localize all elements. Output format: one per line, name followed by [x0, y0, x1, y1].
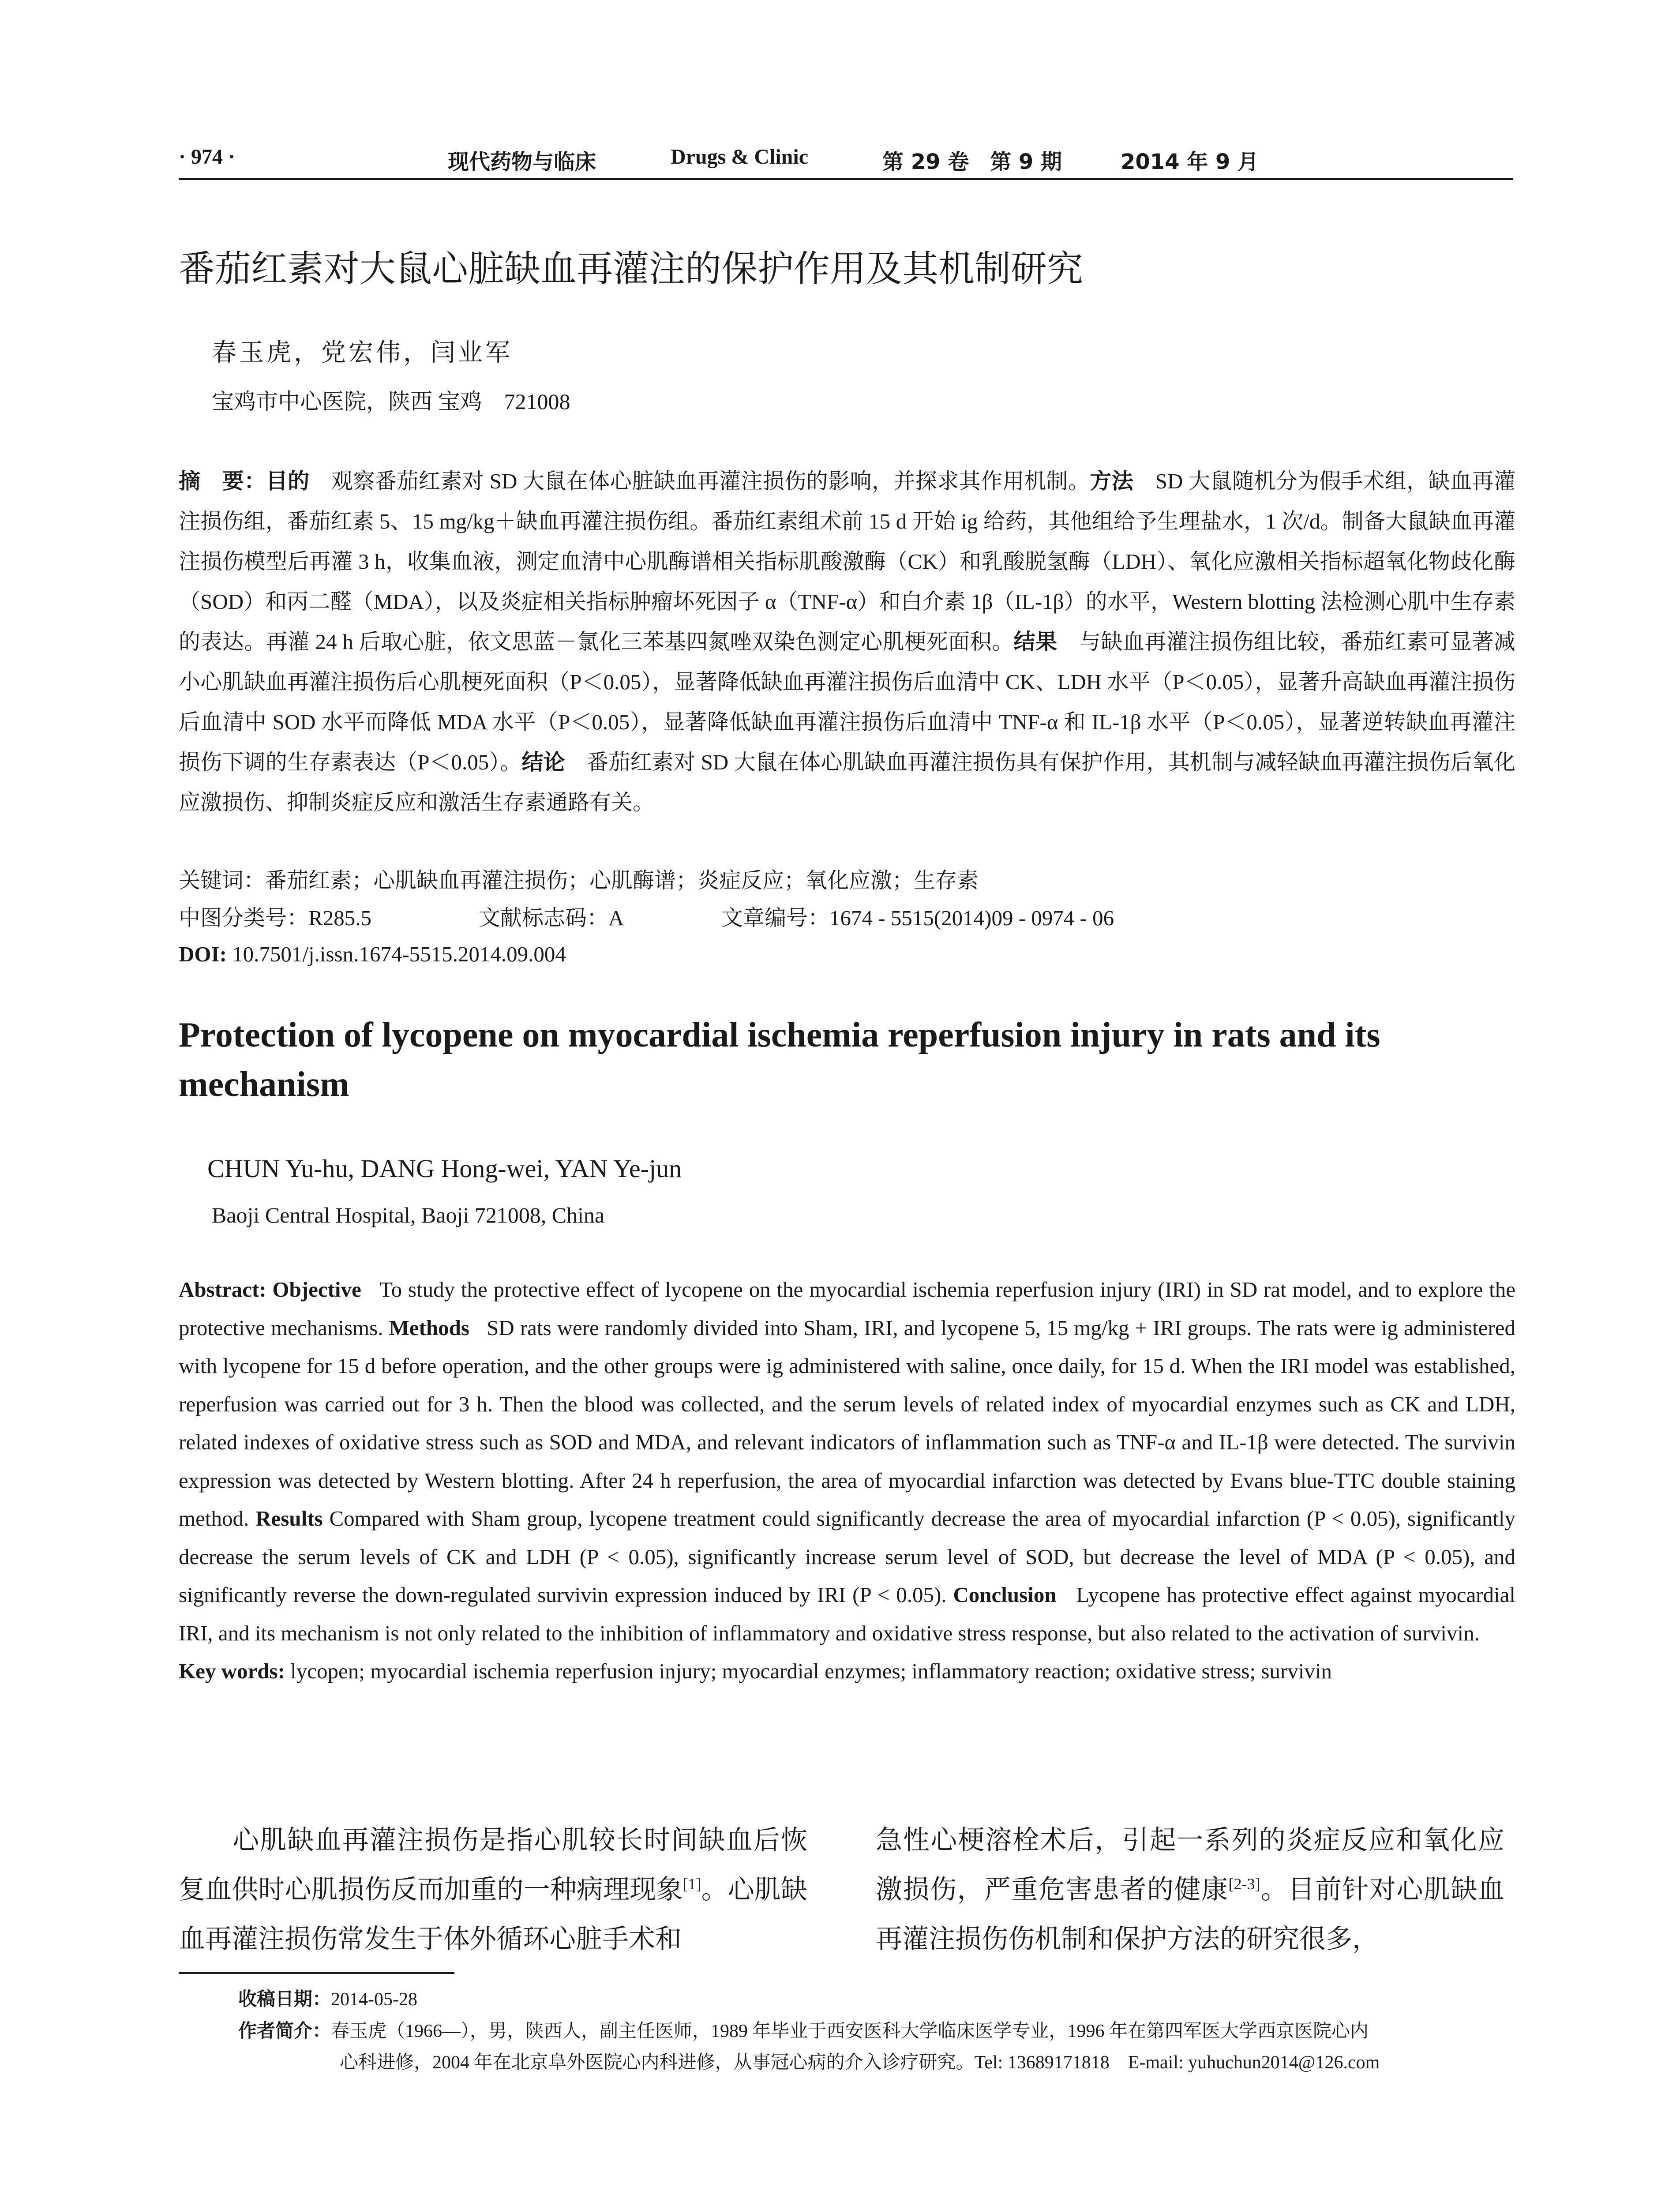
affiliation-cn: 宝鸡市中心医院，陕西 宝鸡 721008 — [212, 389, 570, 414]
results-text-en: Compared with Sham group, lycopene treatment could significantly decrease the area of myocardial infarction (P < 0.05), significantly decrease the serum levels of CK and LDH (P < 0.05), significantly increase serum level of SOD, but decrease the level of MDA (P < 0.05), and significantly reverse the down-regulated survivin expression induced by IRI (P < 0.05). — [179, 1506, 1516, 1607]
conclusion-text-en: Lycopene has protective effect against myocardial IRI, and its mechanism is not only related to the inhibition of inflammatory and oxidative stress response, but also related to the activation of survivin. — [179, 1583, 1516, 1645]
footnote-author-cont — [340, 2047, 1518, 2078]
abstract-label-cn: 摘 要： — [179, 469, 266, 494]
journal-name-en: Drugs & Clinic — [671, 145, 808, 169]
results-label-cn: 结果 — [1013, 629, 1058, 654]
doc-code-label: 文献标志码： — [479, 905, 609, 930]
doi-value: 10.7501/j.issn.1674-5515.2014.09.004 — [232, 942, 566, 966]
running-header — [179, 140, 1513, 176]
abstract-label-en: Abstract: Objective — [179, 1277, 361, 1302]
author-bio-line2: 心科进修，2004 年在北京阜外医院心内科进修，从事冠心病的介入诊疗研究。Tel: 13689171818 E-mail: yuhuchun2014@126.com — [340, 2052, 1380, 2073]
author-bio-line1: 春玉虎（1966—），男，陕西人，副主任医师，1989 年毕业于西安医科大学临床医学专业，1996 年在第四军医大学西京医院心内 — [331, 2021, 1369, 2041]
citation-ref: [1] — [682, 1875, 701, 1893]
abstract-cn — [179, 461, 1515, 822]
abstract-en — [179, 1271, 1515, 1691]
conclusion-text-cn: 番茄红素对 SD 大鼠在体心肌缺血再灌注损伤具有保护作用，其机制与减轻缺血再灌注损伤后氧化应激损伤、抑制炎症反应和激活生存素通路有关。 — [179, 750, 1515, 814]
methods-text-en: SD rats were randomly divided into Sham, IRI, and lycopene 5, 15 mg/kg + IRI groups. The rats were ig administered with lycopene for 15 d before operation, and the other groups were ig administered with saline, once daily, for 15 d. When the IRI model was established, reperfusion was carried out for 3 h. Then the blood was collected, and the serum levels of related index of myocardial enzymes such as CK and LDH, related indexes of oxidative stress such as SOD and MDA, and relevant indicators of inflammation such as TNF-α and IL-1β were detected. The survivin expression was detected by Western blotting. After 24 h reperfusion, the area of myocardial infarction was detected by Evans blue-TTC double staining method. — [179, 1315, 1516, 1531]
footnote-rule — [179, 1972, 454, 1974]
keywords-text-cn: 番茄红素；心肌缺血再灌注损伤；心肌酶谱；炎症反应；氧化应激；生存素 — [265, 868, 979, 893]
conclusion-label-cn: 结论 — [521, 750, 565, 775]
header-rule — [179, 178, 1513, 180]
body-left-text: 心肌缺血再灌注损伤是指心肌较长时间缺血后恢复血供时心肌损伤反而加重的一种病理现象 — [179, 1826, 807, 1904]
footnote-author — [238, 2015, 1518, 2047]
journal-name-cn: 现代药物与临床 — [448, 150, 596, 174]
received-date: 2014-05-28 — [331, 1989, 417, 2010]
objective-text-en: To study the protective effect of lycopene on the myocardial ischemia reperfusion injury (IRI) in SD rat model, and to explore the protective mechanisms. — [179, 1277, 1516, 1340]
conclusion-label-en: Conclusion — [953, 1583, 1057, 1607]
body-left-tail: 。心肌缺血再灌注损伤常发生于体外循环心脏手术和 — [179, 1875, 808, 1954]
page-title-en: Protection of lycopene on myocardial ischemia reperfusion injury in rats and its mechanism — [179, 1016, 1380, 1104]
authors-en: CHUN Yu-hu, DANG Hong-wei, YAN Ye-jun — [207, 1154, 682, 1183]
page-title-cn: 番茄红素对大鼠心脏缺血再灌注的保护作用及其机制研究 — [179, 248, 1084, 290]
methods-label-en: Methods — [389, 1315, 469, 1340]
footnote-received — [238, 1983, 1518, 2015]
keywords-cn — [179, 863, 1515, 899]
journal-date: 2014 年 9 月 — [1121, 150, 1259, 174]
clc-value: R285.5 — [308, 906, 371, 930]
citation-ref: [2-3] — [1228, 1875, 1260, 1893]
keywords-label-en: Key words: — [179, 1659, 285, 1683]
page-number: · 974 · — [179, 145, 236, 169]
clc-label: 中图分类号： — [179, 905, 309, 930]
article-no-label: 文章编号： — [721, 905, 830, 930]
doi-label: DOI: — [179, 942, 227, 966]
keywords-text-en: lycopen; myocardial ischemia reperfusion injury; myocardial enzymes; inflammatory reaction; oxidative stress; survivin — [290, 1659, 1332, 1683]
doc-code-value: A — [608, 906, 624, 930]
body-column-left — [179, 1816, 807, 1964]
methods-label-cn: 方法 — [1090, 469, 1134, 494]
methods-text-cn: SD 大鼠随机分为假手术组，缺血再灌注损伤组，番茄红素 5、15 mg/kg＋缺血再灌注损伤组。番茄红素组术前 15 d 开始 ig 给药，其他组给予生理盐水，1 次/d。制备大鼠缺血再灌注损伤模型后再灌 3 h，收集血液，测定血清中心肌酶谱相关指标肌酸激酶（CK）和乳酸脱氢酶（LDH）、氧化应激相关指标超氧化物歧化酶（SOD）和丙二醛（MDA），以及炎症相关指标肿瘤坏死因子 α（TNF-α）和白介素 1β（IL-1β）的水平，Western blotting 法检测心肌中生存素的表达。再灌 24 h 后取心脏，依文思蓝－氯化三苯基四氮唑双染色测定心肌梗死面积。 — [179, 469, 1515, 654]
received-label: 收稿日期： — [238, 1988, 331, 2010]
results-text-cn: 与缺血再灌注损伤组比较，番茄红素可显著减小心肌缺血再灌注损伤后心肌梗死面积（P＜0.05），显著降低缺血再灌注损伤后血清中 CK、LDH 水平（P＜0.05），显著升高缺血再灌注损伤后血清中 SOD 水平而降低 MDA 水平（P＜0.05），显著降低缺血再灌注损伤后血清中 TNF-α 和 IL-1β 水平（P＜0.05），显著逆转缺血再灌注损伤下调的生存素表达（P＜0.05）。 — [179, 630, 1515, 774]
body-right-text: 急性心梗溶栓术后，引起一系列的炎症反应和氧化应激损伤，严重危害患者的健康 — [876, 1826, 1504, 1904]
keywords-label-cn: 关键词： — [179, 868, 266, 893]
author-bio-label: 作者简介： — [238, 2020, 331, 2041]
classification-line — [179, 900, 1515, 936]
doi-line — [179, 936, 1515, 972]
journal-issue: 第 29 卷 第 9 期 — [882, 150, 1062, 174]
results-label-en: Results — [255, 1506, 323, 1531]
objective-text-cn: 观察番茄红素对 SD 大鼠在体心脏缺血再灌注损伤的影响，并探求其作用机制。 — [331, 469, 1090, 493]
authors-cn: 春玉虎，党宏伟，闫业军 — [212, 339, 513, 367]
objective-label-cn: 目的 — [266, 469, 310, 494]
body-right-tail: 。目前针对心肌缺血再灌注损伤伤机制和保护方法的研究很多， — [876, 1875, 1505, 1954]
article-no-value: 1674 - 5515(2014)09 - 0974 - 06 — [829, 906, 1114, 930]
body-column-right — [876, 1816, 1504, 1964]
affiliation-en: Baoji Central Hospital, Baoji 721008, China — [212, 1203, 605, 1227]
